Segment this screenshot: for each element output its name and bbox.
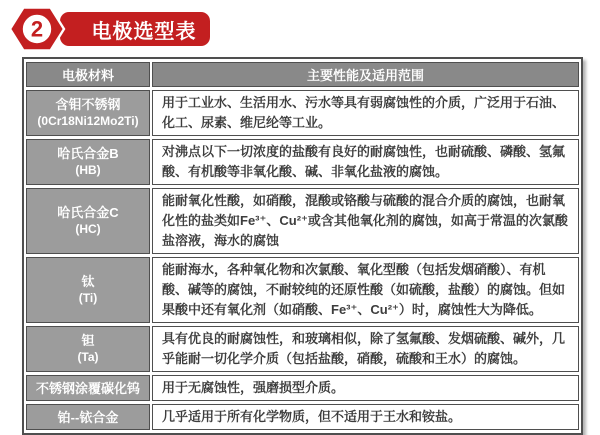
description-cell: 对沸点以下一切浓度的盐酸有良好的耐腐蚀性，也耐硫酸、磷酸、氢氟酸、有机酸等非氧化酸、碱、非氧化盐液的腐蚀。 <box>152 139 579 185</box>
table-row <box>26 375 579 401</box>
description-cell: 几乎适用于所有化学物质，但不适用于王水和铵盐。 <box>152 404 579 430</box>
material-cell <box>26 257 150 323</box>
description-cell: 能耐氧化性酸，如硝酸，混酸或铬酸与硫酸的混合介质的腐蚀，也耐氧化性的盐类如Fe³⁺、Cu²⁺或含其他氧化剂的腐蚀，如高于常温的次氯酸盐溶液，海水的腐蚀 <box>152 188 579 254</box>
column-header-material: 电极材料 <box>26 62 150 87</box>
table-row <box>26 188 579 254</box>
material-code: (Ti) <box>78 291 98 305</box>
page-title-text: 电极选型表 <box>91 20 197 43</box>
table-row <box>26 404 579 430</box>
electrode-table-container <box>22 57 583 435</box>
table-row <box>26 90 579 136</box>
material-name: 不锈钢涂覆碳化钨 <box>35 380 140 396</box>
material-name: 钽 <box>81 333 95 348</box>
material-cell <box>26 139 150 185</box>
table-row <box>26 326 579 372</box>
column-header-performance: 主要性能及适用范围 <box>152 62 579 87</box>
material-cell <box>26 375 150 401</box>
description-cell: 具有优良的耐腐蚀性，和玻璃相似，除了氢氟酸、发烟硫酸、碱外，几乎能耐一切化学介质（包括盐酸，硝酸，硫酸和王水）的腐蚀。 <box>152 326 579 372</box>
page-title <box>60 12 210 46</box>
material-name: 含钼不锈钢 <box>55 97 121 112</box>
material-name: 钛 <box>81 274 95 289</box>
table-row <box>26 257 579 323</box>
table-row <box>26 139 579 185</box>
material-cell <box>26 90 150 136</box>
table-header-row <box>26 62 579 87</box>
material-code: (HC) <box>75 222 101 236</box>
material-cell <box>26 188 150 254</box>
electrode-table <box>22 57 583 435</box>
step-number: 2 <box>30 16 44 42</box>
step-number-badge-icon <box>8 5 66 53</box>
material-code: (HB) <box>75 163 101 177</box>
material-cell <box>26 326 150 372</box>
material-code: (Ta) <box>77 350 99 364</box>
material-name: 铂--铱合金 <box>57 409 119 425</box>
description-cell: 能耐海水，各种氧化物和次氯酸、氧化型酸（包括发烟硝酸）、有机酸、碱等的腐蚀，不耐较纯的还原性酸（如硫酸，盐酸）的腐蚀。但如果酸中还有氧化剂（如硝酸、Fe³⁺、Cu²⁺）时，腐蚀性大为降低。 <box>152 257 579 323</box>
material-name: 哈氏合金C <box>57 205 119 220</box>
description-cell: 用于无腐蚀性，强磨损型介质。 <box>152 375 579 401</box>
material-code: (0Cr18Ni12Mo2Ti) <box>37 114 139 128</box>
material-cell <box>26 404 150 430</box>
material-name: 哈氏合金B <box>57 146 119 161</box>
description-cell: 用于工业水、生活用水、污水等具有弱腐蚀性的介质，广泛用于石油、化工、尿素、维尼纶等工业。 <box>152 90 579 136</box>
